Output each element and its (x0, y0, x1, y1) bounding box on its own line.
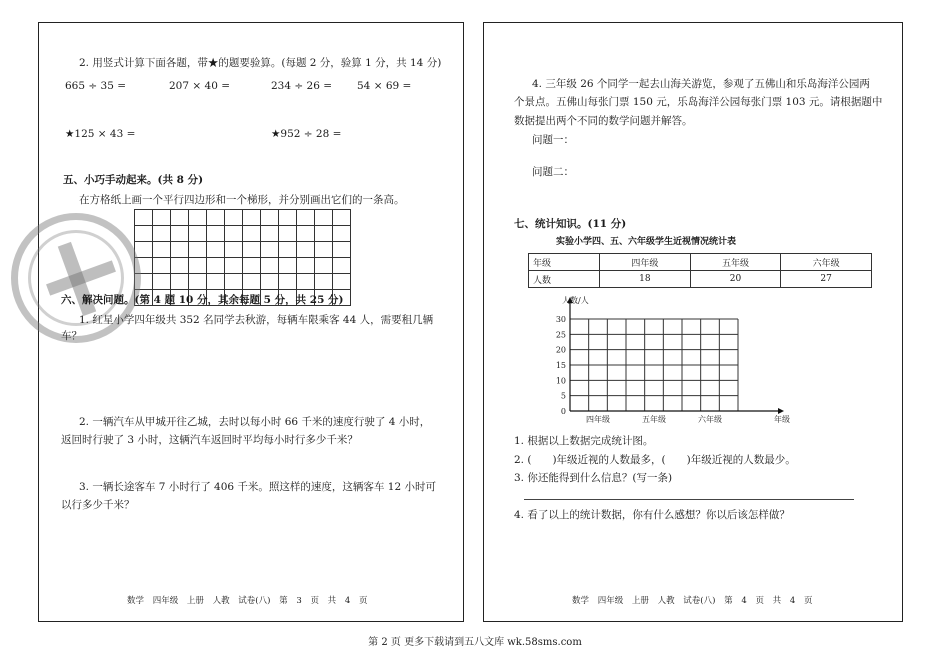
s6-q2-line1: 2. 一辆汽车从甲城开往乙城，去时以每小时 66 千米的速度行驶了 4 小时， (79, 416, 431, 428)
grid-cell (279, 242, 297, 258)
grid-cell (189, 210, 207, 226)
header-cell: 六年级 (781, 254, 872, 271)
grid-cell (171, 210, 189, 226)
grid-cell (153, 274, 171, 290)
section5-title: 五、小巧手动起来。(共 8 分) (63, 174, 204, 186)
square-grid (134, 209, 351, 306)
q4-line3: 数据提出两个不同的数学问题并解答。 (514, 115, 693, 127)
s6-q2-line2: 返回时行驶了 3 小时，这辆汽车返回时平均每小时行多少千米？ (61, 434, 358, 446)
grid-cell (243, 242, 261, 258)
q4-line2: 个景点。五佛山每张门票 150 元，乐岛海洋公园每张门票 103 元。请根据题中 (514, 96, 883, 108)
data-cell: 18 (600, 271, 691, 288)
grid-cell (207, 274, 225, 290)
grid-cell (315, 210, 333, 226)
grid-cell (315, 258, 333, 274)
grid-cell (243, 210, 261, 226)
grid-cell (243, 274, 261, 290)
grid-cell (171, 274, 189, 290)
grid-cell (261, 258, 279, 274)
grid-cell (333, 242, 351, 258)
s7-q4: 4. 看了以上的统计数据，你有什么感想？你以后该怎样做？ (514, 509, 790, 521)
grid-cell (279, 274, 297, 290)
y-tick-label: 25 (555, 330, 566, 340)
grid-cell (261, 242, 279, 258)
stat-table-header-row (529, 254, 872, 271)
problem-2: 207 × 40 = (169, 80, 231, 92)
s7-q3: 3. 你还能得到什么信息？(写一条) (514, 472, 673, 484)
grid-cell (171, 226, 189, 242)
grid-cell (315, 226, 333, 242)
grid-cell (261, 226, 279, 242)
grid-cell (279, 210, 297, 226)
grid-cell (225, 274, 243, 290)
grid-cell (207, 226, 225, 242)
problem-3: 234 ÷ 26 = (271, 80, 333, 92)
grid-cell (297, 274, 315, 290)
grid-cell (279, 226, 297, 242)
stat-table (528, 253, 872, 288)
problem-5: ★125 × 43 = (65, 128, 136, 140)
left-footer: 数学 四年级 上册 人教 试卷(八) 第 3 页 共 4 页 (127, 596, 368, 606)
grid-cell (279, 258, 297, 274)
answer-line (524, 499, 854, 500)
grid-cell (333, 258, 351, 274)
header-cell: 四年级 (600, 254, 691, 271)
section5-instruction: 在方格纸上画一个平行四边形和一个梯形，并分别画出它们的一条高。 (79, 194, 405, 206)
grid-cell (225, 210, 243, 226)
stat-table-data-row (529, 271, 872, 288)
x-category-label: 六年级 (698, 415, 722, 424)
grid-cell (189, 226, 207, 242)
section7-title: 七、统计知识。(11 分) (514, 218, 627, 230)
left-page (38, 22, 464, 622)
bar-chart-grid (544, 295, 804, 425)
header-cell: 五年级 (690, 254, 781, 271)
grid-cell (153, 226, 171, 242)
y-tick-label: 5 (560, 391, 566, 401)
s7-q2: 2. ( )年级近视的人数最多，( )年级近视的人数最少。 (514, 454, 796, 466)
grid-cell (333, 226, 351, 242)
s6-q1-line1: 1. 红星小学四年级共 352 名同学去秋游，每辆车限乘客 44 人，需要租几辆 (79, 314, 434, 326)
grid-cell (315, 242, 333, 258)
grid-cell (189, 274, 207, 290)
grid-cell (297, 226, 315, 242)
grid-cell (261, 274, 279, 290)
grid-cell (207, 242, 225, 258)
question-one-label: 问题一： (532, 134, 574, 146)
grid-cell (297, 242, 315, 258)
right-footer: 数学 四年级 上册 人教 试卷(八) 第 4 页 共 4 页 (572, 596, 813, 606)
grid-cell (297, 258, 315, 274)
y-tick-label: 15 (555, 361, 566, 370)
grid-cell (171, 242, 189, 258)
grid-cell (225, 242, 243, 258)
grid-cell (153, 210, 171, 226)
grid-cell (189, 242, 207, 258)
grid-cell (189, 258, 207, 274)
grid-cell (225, 226, 243, 242)
y-axis-label: 人数/人 (562, 296, 589, 305)
grid-cell (135, 210, 153, 226)
bottom-note: 第 2 页 更多下载请到五八文库 wk.58sms.com (368, 637, 582, 648)
grid-cell (333, 210, 351, 226)
y-tick-label: 10 (555, 376, 566, 386)
x-category-label: 五年级 (642, 415, 666, 424)
grid-cell (243, 226, 261, 242)
grid-cell (315, 274, 333, 290)
problem-4: 54 × 69 = (357, 80, 412, 92)
grid-cell (207, 258, 225, 274)
grid-cell (333, 274, 351, 290)
x-axis-label: 年级 (774, 415, 790, 424)
y-tick-label: 0 (560, 407, 566, 416)
q2-title: 2. 用竖式计算下面各题，带★的题要验算。(每题 2 分，验算 1 分，共 14 分) (79, 57, 442, 69)
stat-table-title: 实验小学四、五、六年级学生近视情况统计表 (556, 237, 737, 247)
row-label-cell: 人数 (529, 271, 600, 288)
grid-cell (135, 226, 153, 242)
y-tick-label: 20 (555, 345, 566, 355)
s7-q1: 1. 根据以上数据完成统计图。 (514, 435, 654, 447)
grid-cell (207, 210, 225, 226)
right-page (483, 22, 903, 622)
y-tick-label: 30 (555, 315, 566, 324)
problem-1: 665 ÷ 35 = (65, 80, 127, 92)
grid-cell (297, 210, 315, 226)
data-cell: 27 (781, 271, 872, 288)
q4-line1: 4. 三年级 26 个同学一起去山海关游览，参观了五佛山和乐岛海洋公园两 (532, 78, 870, 90)
grid-cell (225, 258, 243, 274)
grid-cell (243, 258, 261, 274)
grid-cell (171, 258, 189, 274)
data-cell: 20 (690, 271, 781, 288)
grid-cell (153, 258, 171, 274)
s6-q3-line1: 3. 一辆长途客车 7 小时行了 406 千米。照这样的速度，这辆客车 12 小时可 (79, 481, 436, 493)
grid-cell (153, 242, 171, 258)
s6-q3-line2: 以行多少千米？ (61, 499, 135, 511)
header-cell: 年级 (529, 254, 600, 271)
grid-cell (261, 210, 279, 226)
x-category-label: 四年级 (586, 415, 610, 424)
question-two-label: 问题二： (532, 166, 574, 178)
x-axis-arrow (778, 408, 784, 414)
problem-6: ★952 ÷ 28 = (271, 128, 342, 140)
s6-q1-line2: 车？ (61, 330, 82, 342)
section6-title: 六、解决问题。(第 4 题 10 分，其余每题 5 分，共 25 分) (61, 294, 344, 306)
